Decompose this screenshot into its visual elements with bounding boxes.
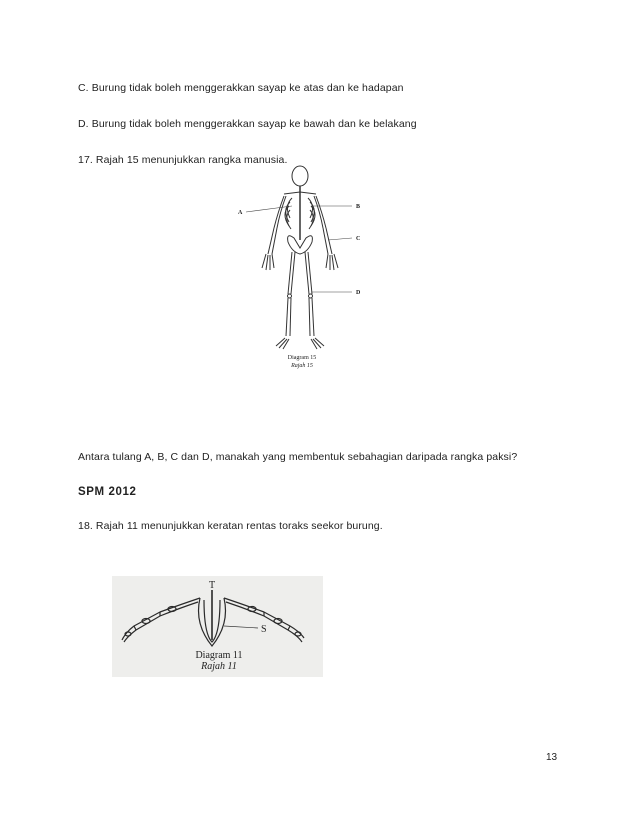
- question-17-text: 17. Rajah 15 menunjukkan rangka manusia.: [78, 154, 288, 166]
- page-number: 13: [546, 752, 558, 763]
- option-c: C. Burung tidak boleh menggerakkan sayap ke atas dan ke hadapan: [78, 82, 404, 94]
- label-c: C: [356, 236, 361, 242]
- bird-thorax-diagram: [112, 576, 323, 677]
- question-17-prompt: Antara tulang A, B, C dan D, manakah yang membentuk sebahagian daripada rangka paksi?: [78, 451, 518, 463]
- leg-left: [276, 252, 295, 349]
- label-b: B: [356, 204, 361, 210]
- label-t: T: [208, 580, 216, 591]
- figure-11-caption-en: Diagram 11: [195, 650, 243, 661]
- skull: [292, 166, 308, 186]
- skeleton-diagram: [232, 162, 382, 374]
- pointer-c: [328, 238, 352, 240]
- figure-15-caption-ms: Rajah 15: [291, 363, 313, 369]
- label-a: A: [238, 210, 243, 216]
- leg-right: [305, 252, 324, 349]
- option-d: D. Burung tidak boleh menggerakkan sayap ke bawah dan ke belakang: [78, 118, 417, 130]
- label-s: S: [261, 624, 267, 635]
- section-heading: SPM 2012: [78, 486, 137, 498]
- arm-right: [314, 196, 338, 270]
- figure-15-caption-en: Diagram 15: [287, 355, 317, 361]
- label-d: D: [356, 290, 361, 296]
- figure-11-caption-ms: Rajah 11: [201, 661, 237, 672]
- question-18-text: 18. Rajah 11 menunjukkan keratan rentas toraks seekor burung.: [78, 520, 383, 532]
- pointer-a: [246, 206, 292, 212]
